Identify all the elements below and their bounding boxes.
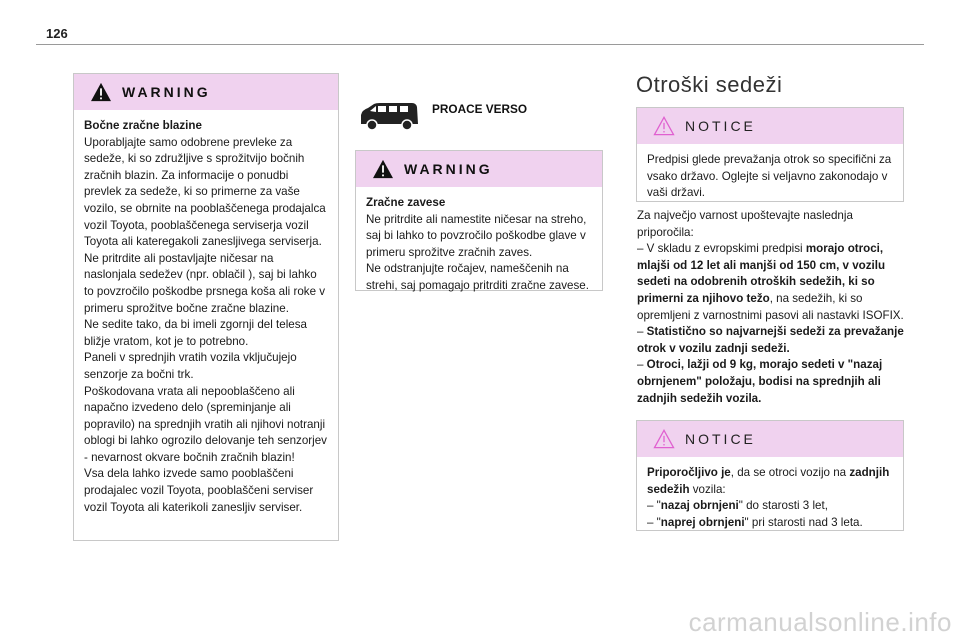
notice-text: Predpisi glede prevažanja otrok so specifični za vsako državo. Oglejte si veljavno zakonodajo v vaši državi. [647, 153, 892, 200]
notice-box-rear-seats [636, 420, 904, 531]
item-bold-text: morajo otroci, mlajši od 12 let ali manjši od 150 cm, v vozilu sedeti na odobrenih otroških sedežih, ki so primerni za njihovo težo [637, 242, 886, 305]
warning-heading: Zračne zavese [366, 196, 446, 209]
warning-paragraph: Poškodovana vrata ali nepooblaščeno ali napačno izvedeno delo (spreminjanje ali popravilo) na sprednjih vratih ali njihovi notranji oblogi bi lahko ogrozilo delovanje teh senzorjev - nevarnost okvare bočnih zračnih blazin! [84, 384, 327, 464]
item-bold-text: Statistično so najvarnejši sedeži za prevažanje otrok v vozilu zadnji sedeži. [637, 325, 904, 355]
item-dash: – " [647, 515, 661, 529]
notice-title: NOTICE [685, 118, 756, 134]
warning-body [74, 110, 338, 526]
notice-body [637, 457, 903, 541]
notice-text-part: vozila: [689, 482, 726, 496]
warning-heading: Bočne zračne blazine [84, 119, 202, 132]
notice-header [637, 108, 903, 144]
notice-box-regulations [636, 107, 904, 202]
warning-triangle-icon [372, 159, 394, 179]
watermark: carmanualsonline.info [688, 607, 952, 637]
notice-header [637, 421, 903, 457]
van-icon [358, 100, 420, 132]
notice-triangle-icon [653, 429, 675, 449]
section-title: Otroški sedeži [636, 72, 783, 97]
recommendation-item [637, 357, 907, 407]
warning-header [74, 74, 338, 110]
notice-title: NOTICE [685, 431, 756, 447]
notice-text-part: , da se otroci vozijo na [730, 466, 850, 479]
warning-box-side-airbags [73, 73, 339, 541]
warning-paragraph: Ne pritrdite ali postavljajte ničesar na naslonjala sedežev (npr. oblačil ), saj bi lahko to povzročilo poškodbe prsnega koša ali roke v primeru sprožitve bočne zračne blazine. [84, 251, 326, 315]
notice-text-part: " pri starosti nad 3 leta. [744, 515, 863, 529]
warning-paragraph: Ne pritrdite ali namestite ničesar na streho, saj bi lahko to povzročilo poškodbe glave v primeru sprožitve zračnih zaves. [366, 212, 587, 259]
warning-box-curtain-airbags [355, 150, 603, 291]
warning-body [356, 187, 602, 305]
item-text: , na sedežih, ki so opremljeni z varnostnimi pasovi ali nastavki ISOFIX. [637, 291, 904, 322]
notice-triangle-icon [653, 116, 675, 136]
warning-paragraph: Ne odstranjujte ročajev, nameščenih na strehi, saj pomagajo pritrditi zračne zavese. [366, 262, 589, 292]
notice-bold-text: naprej obrnjeni [660, 515, 745, 529]
child-seat-recommendations [637, 208, 907, 407]
recommendation-item [637, 324, 907, 357]
notice-item [647, 515, 893, 532]
item-dash: – [637, 358, 647, 372]
notice-body [637, 144, 903, 212]
page-number: 126 [46, 26, 68, 41]
warning-title: WARNING [122, 84, 211, 100]
warning-triangle-icon [90, 82, 112, 102]
warning-paragraph: Ne sedite tako, da bi imeli zgornji del telesa bližje vratom, kot je to potrebno. [84, 318, 307, 348]
item-dash: – [637, 325, 647, 339]
warning-paragraph: Uporabljajte samo odobrene prevleke za sedeže, ki so združljive s sprožitvijo bočnih zračnih blazin. Za informacije o ponudbi prevlek za sedeže, ki so primerne za vaše vozilo, se obrnite na pooblaščenega prodajalca vozil Toyota, pooblaščenega serviserja vozil Toyota ali kateregakoli zanesljivega serviserja. [84, 135, 326, 249]
notice-bold-text: zadnjih sedežih [647, 466, 890, 496]
warning-title: WARNING [404, 161, 493, 177]
item-dash: – " [647, 499, 661, 513]
vehicle-model-label [358, 96, 618, 136]
warning-paragraph: Vsa dela lahko izvede samo pooblaščeni prodajalec vozil Toyota, pooblaščeni serviser vozil Toyota ali katerikoli zanesljiv serviser. [84, 467, 314, 514]
warning-header [356, 151, 602, 187]
header-divider [36, 44, 924, 45]
notice-bold-text: Priporočljivo je [647, 466, 731, 479]
item-dash: – V skladu z evropskimi predpisi [637, 242, 806, 256]
warning-paragraph: Paneli v sprednjih vratih vozila vključujejo senzorje za bočni trk. [84, 351, 297, 381]
vehicle-name: PROACE VERSO [432, 102, 528, 116]
item-bold-text: Otroci, lažji od 9 kg, morajo sedeti v "nazaj obrnjenem" položaju, bodisi na sprednjih ali zadnjih sedežih vozila. [637, 358, 883, 405]
notice-text [647, 465, 893, 498]
recommendation-item [637, 241, 907, 324]
notice-text-part: " do starosti 3 let, [738, 499, 828, 513]
notice-bold-text: nazaj obrnjeni [660, 499, 739, 513]
intro-text: Za največjo varnost upoštevajte naslednja priporočila: [637, 209, 853, 239]
notice-item [647, 498, 893, 515]
